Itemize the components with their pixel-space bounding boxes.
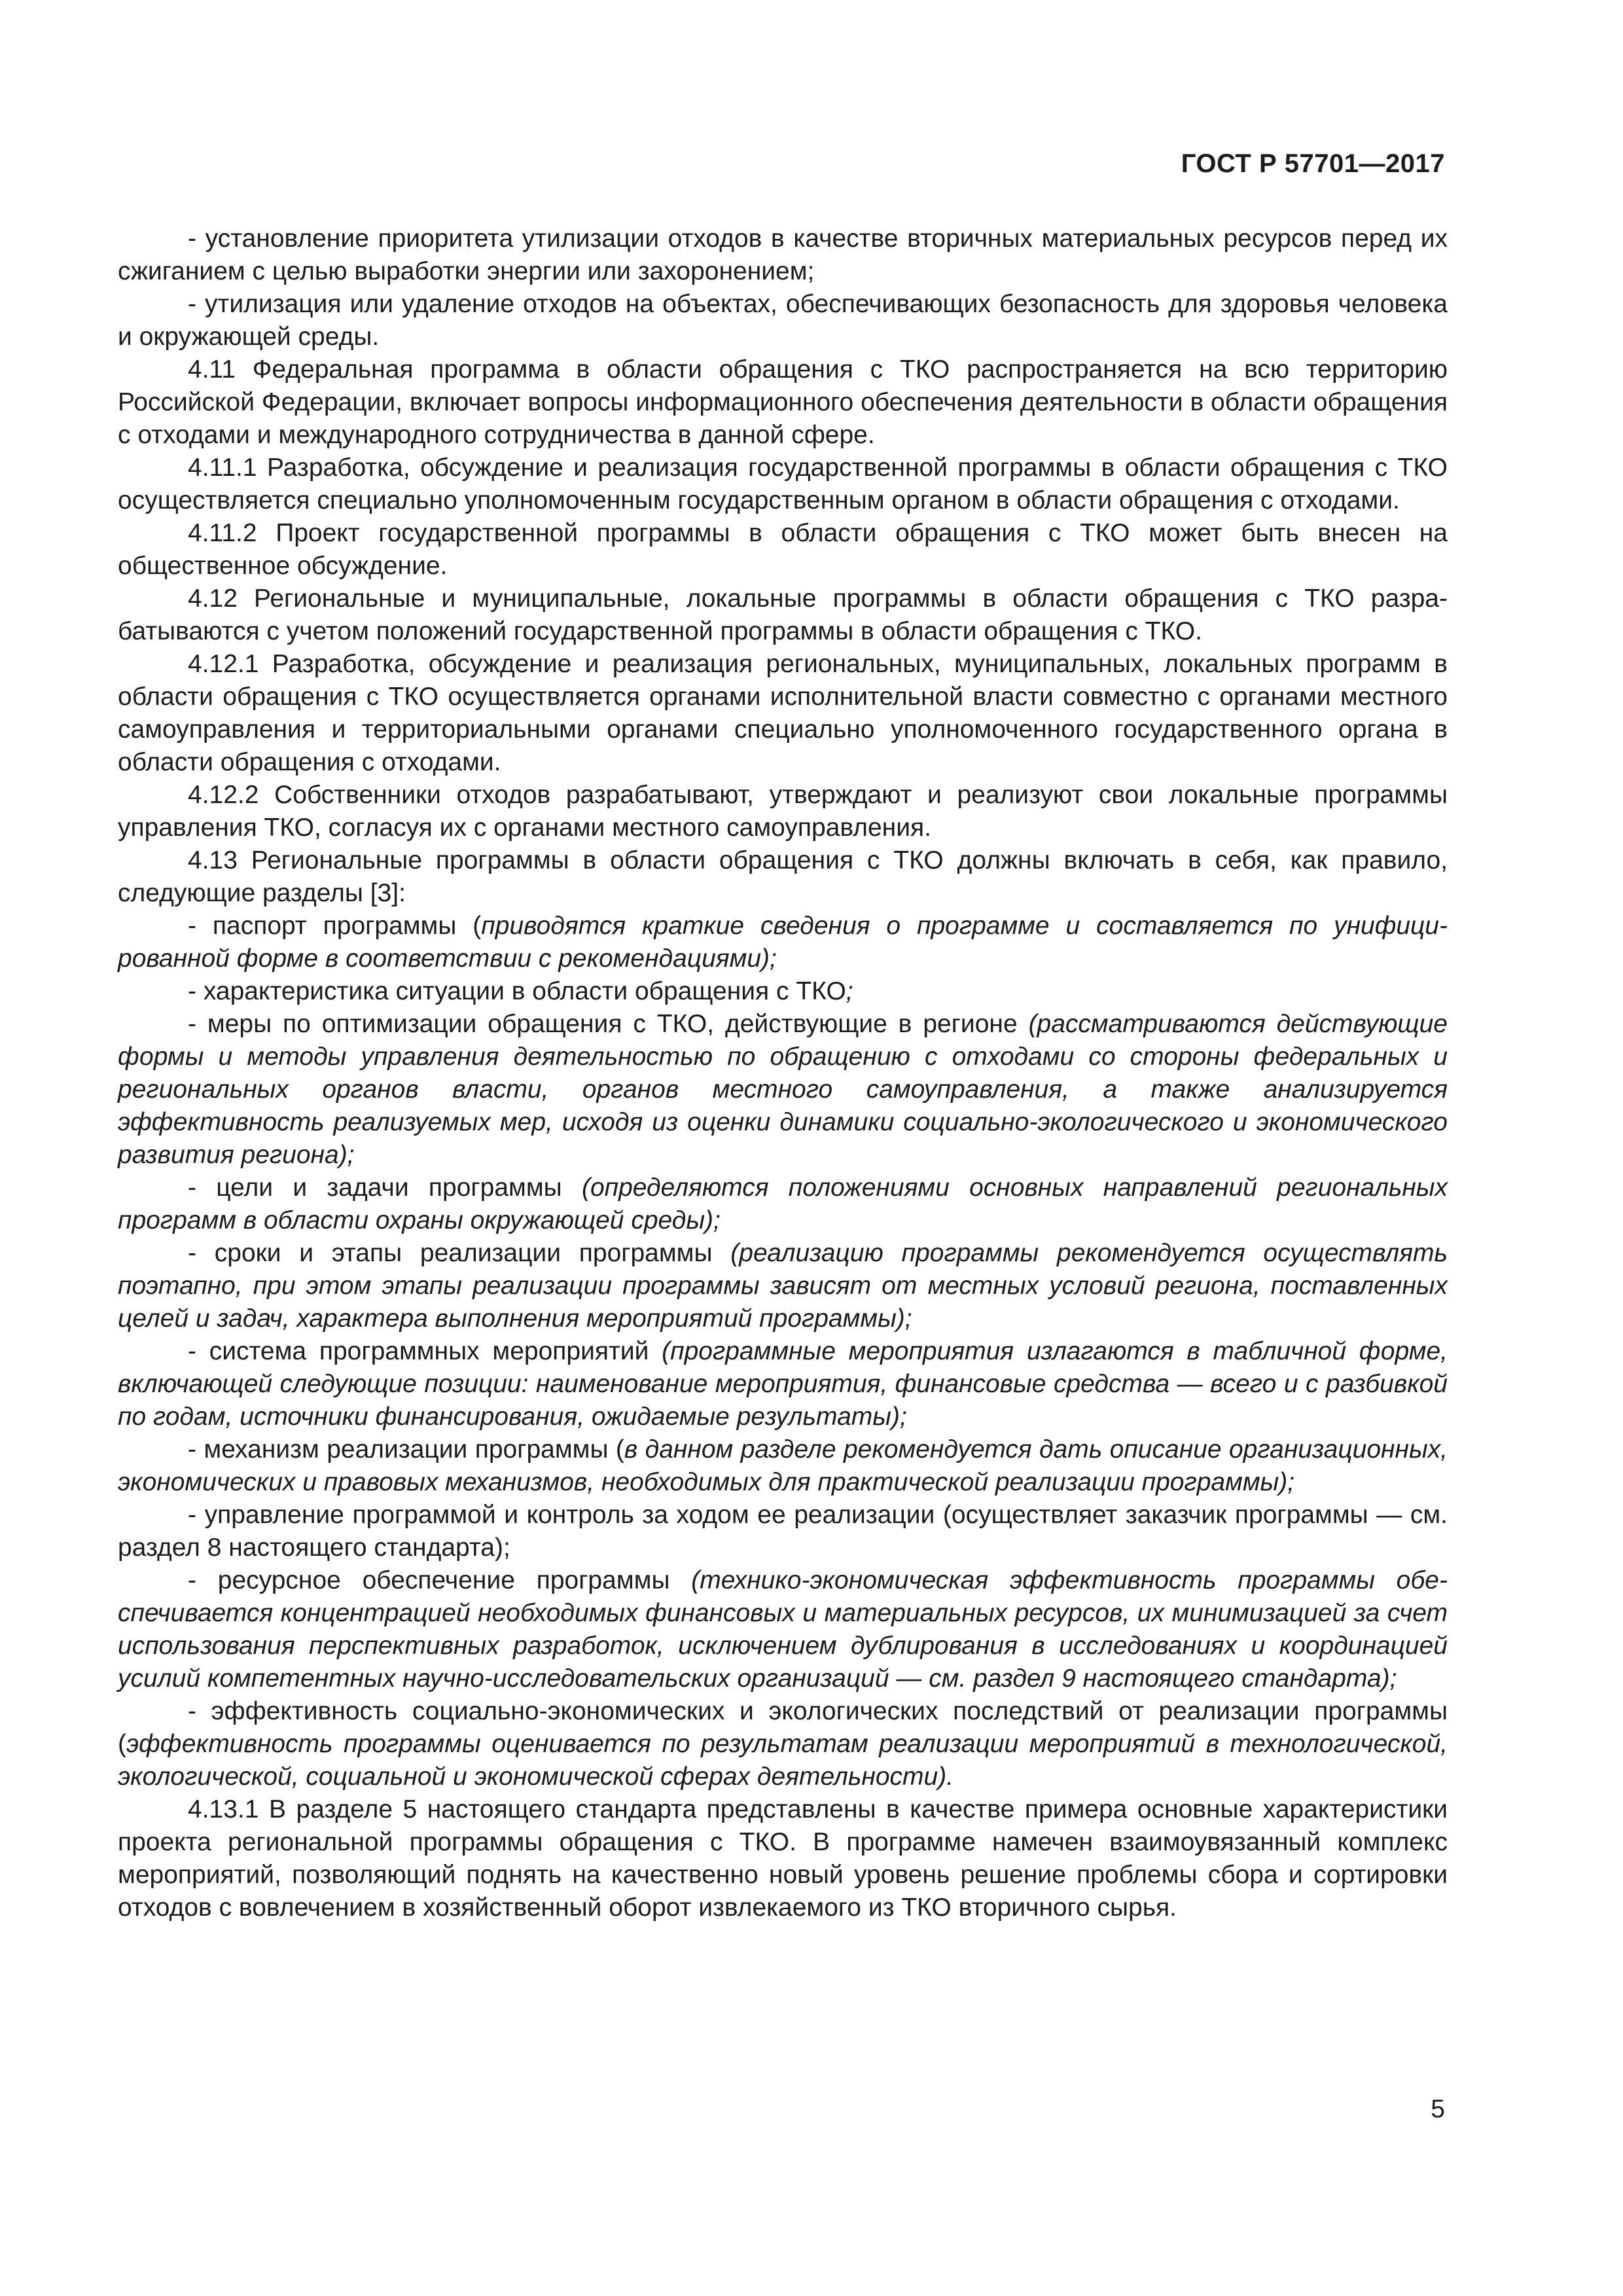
text-segment: 4.13 Региональные программы в области обращения с ТКО должны включать в себя, как правило, следующие разделы [3]: bbox=[118, 846, 1448, 907]
paragraph bbox=[118, 1793, 1448, 1924]
paragraph bbox=[118, 844, 1448, 910]
text-segment: - управление программой и контроль за ходом ее реализации (осуществляет заказчик программы — см. раздел 8 настоящего стандарта); bbox=[118, 1501, 1448, 1562]
text-segment: - цели и задачи программы bbox=[188, 1174, 582, 1202]
paragraph bbox=[118, 583, 1448, 648]
text-segment: - механизм реализации программы ( bbox=[188, 1435, 624, 1463]
paragraph bbox=[118, 1499, 1448, 1564]
text-segment: - ресурсное обеспечение программы bbox=[188, 1566, 692, 1594]
italic-text-segment: ; bbox=[846, 977, 853, 1005]
text-segment: - сроки и этапы реализации программы bbox=[188, 1239, 731, 1267]
paragraph bbox=[118, 648, 1448, 779]
text-segment: 4.12.1 Разработка, обсуждение и реализация региональных, муниципальных, локальных программ в области обращения с ТКО осуществляется органами исполнительной власти совместно с органами местного самоуправления и территориальными органами специально уполномоченного государственного органа в области обращения с отходами. bbox=[118, 650, 1448, 776]
text-segment: 4.11.2 Проект государственной программы в области обращения с ТКО может быть внесен на общественное обсуждение. bbox=[118, 519, 1448, 580]
text-segment: - характеристика ситуации в области обращения с ТКО bbox=[188, 977, 846, 1005]
paragraph bbox=[118, 1564, 1448, 1695]
text-segment: 4.12 Региональные и муниципальные, локальные программы в области обращения с ТКО разрабатываются с учетом положений государственной программы в области обращения с ТКО. bbox=[118, 584, 1448, 645]
italic-text-segment: (реализацию программы рекомендуется осуществлять поэтапно, при этом этапы реализации программы зависят от местных условий региона, поставленных целей и задач, характера выполнения мероприятий программы); bbox=[118, 1239, 1448, 1333]
text-segment: 4.13.1 В разделе 5 настоящего стандарта представлены в качестве примера основные характеристики проекта региональной программы обращения с ТКО. В программе намечен взаимоувязанный комплекс мероприятий, позволяющий поднять на качественно новый уровень решение проблемы сбора и сортировки отходов с вовлечением в хозяйственный оборот извлекаемого из ТКО вторичного сырья. bbox=[118, 1795, 1448, 1922]
paragraph bbox=[118, 353, 1448, 452]
text-segment: 4.12.2 Собственники отходов разрабатывают, утверждают и реализуют свои локальные программы управления ТКО, согласуя их с органами местного самоуправления. bbox=[118, 781, 1448, 842]
paragraph bbox=[118, 1695, 1448, 1793]
paragraph bbox=[118, 779, 1448, 844]
italic-text-segment: (определяются положениями основных направлений региональных программ в области охраны окружающей среды); bbox=[118, 1174, 1448, 1234]
italic-text-segment: в данном разделе рекомендуется дать описание организационных, экономических и правовых механизмов, необходимых для практической реализации программы); bbox=[118, 1435, 1448, 1496]
text-segment: - система программных мероприятий bbox=[188, 1337, 662, 1365]
paragraph bbox=[118, 1237, 1448, 1335]
paragraph bbox=[118, 517, 1448, 583]
text-segment: - эффективность социально-экономических и экологических последствий от реализации программы ( bbox=[118, 1697, 1448, 1758]
paragraph bbox=[118, 1433, 1448, 1499]
text-segment: - паспорт программы ( bbox=[188, 912, 482, 940]
paragraph bbox=[118, 452, 1448, 517]
text-segment: - установление приоритета утилизации отходов в качестве вторичных материальных ресурсов перед их сжиганием с целью выработки энергии или захоронением; bbox=[118, 224, 1448, 285]
italic-text-segment: (технико-экономическая эффективность программы обеспечивается концентрацией необходимых финансовых и материальных ресурсов, их минимизацией за счет использования перспективных разработок, исключением дублирования в исследованиях и координацией усилий компетентных научно-исследовательских организаций — см. раздел 9 настоящего стандарта); bbox=[118, 1566, 1448, 1693]
text-segment: 4.11.1 Разработка, обсуждение и реализация государственной программы в области обращения с ТКО осуществляется специально уполномоченным государственным органом в области обращения с отходами. bbox=[118, 454, 1448, 514]
italic-text-segment: эффективность программы оценивается по результатам реализации мероприятий в технологической, экологической, социальной и экономической сферах деятельности). bbox=[118, 1730, 1448, 1791]
paragraph bbox=[118, 288, 1448, 353]
italic-text-segment: приводятся краткие сведения о программе и составляется по унифицированной форме в соответствии с рекомендациями); bbox=[118, 912, 1448, 973]
paragraph bbox=[118, 910, 1448, 975]
italic-text-segment: (рассматриваются действующие формы и методы управления деятельностью по обращению с отходами со стороны федеральных и региональных органов власти, органов местного самоуправления, а также анализируется эффективность реализуемых мер, исходя из оценки динамики социально-экологического и экономического развития региона); bbox=[118, 1010, 1448, 1169]
paragraph bbox=[118, 975, 1448, 1008]
paragraph bbox=[118, 1172, 1448, 1237]
text-segment: - меры по оптимизации обращения с ТКО, действующие в регионе bbox=[188, 1010, 1029, 1038]
text-segment: 4.11 Федеральная программа в области обращения с ТКО распространяется на всю территорию Российской Федерации, включает вопросы информационного обеспечения деятельности в области обращения с отходами и международного сотрудничества в данной сфере. bbox=[118, 355, 1448, 449]
page-number: 5 bbox=[1431, 2095, 1445, 2123]
document-code-header: ГОСТ Р 57701—2017 bbox=[1181, 149, 1445, 178]
paragraph bbox=[118, 223, 1448, 288]
italic-text-segment: (программные мероприятия излагаются в табличной форме, включающей следующие позиции: наименование мероприятия, финансовые средства — всего и с разбивкой по годам, источники финансирования, ожидаемые результаты); bbox=[118, 1337, 1448, 1431]
paragraph bbox=[118, 1335, 1448, 1433]
document-body bbox=[118, 223, 1448, 1924]
paragraph bbox=[118, 1008, 1448, 1172]
text-segment: - утилизация или удаление отходов на объектах, обеспечивающих безопасность для здоровья человека и окружающей среды. bbox=[118, 290, 1448, 351]
